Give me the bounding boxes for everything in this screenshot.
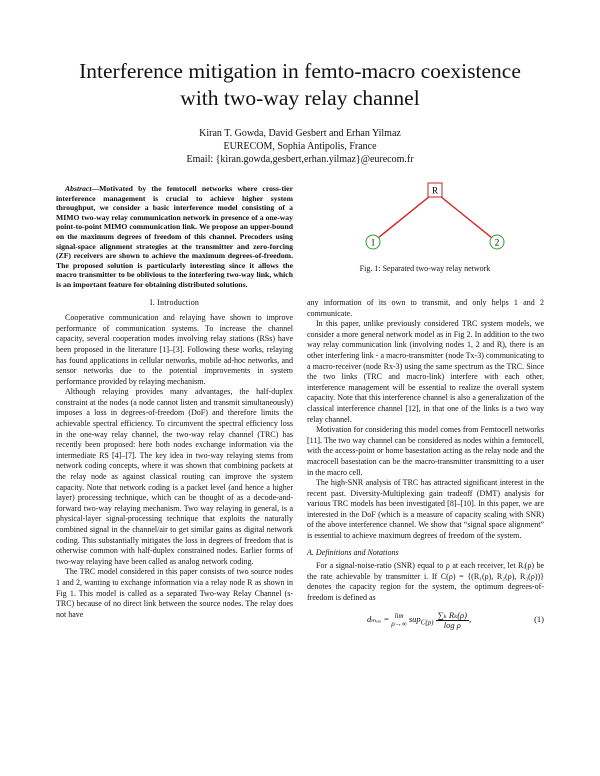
equation-body: dₘₐₓ = lim ρ→∞ $sup_{C(\rho)} \frac{\text{∑ₖ Rₖ(ρ)}}{\text{log ρ}}$, bbox=[367, 609, 472, 630]
figure-caption: Fig. 1: Separated two-way relay network bbox=[359, 264, 491, 273]
paragraph: In this paper, unlike previously considered TRC system models, we consider a more general network model as in Fig 2. In addition to the two way relay communication link (involving nodes 1, 2 and R), there is an other interfering link - a macro-transmitter (node Tx-3) communicating to a macro-receiver (node Rx-3) using the same spectrum as the TRC. Since the two links (TRC and macro-link) interfere with each other, interference management will be essential to realize the overall system capacity. Note that this interference channel is also a generalization of the classical interference channel [12], in that one of the links is a two way relay channel. bbox=[307, 319, 544, 424]
limit-operator: lim ρ→∞ bbox=[391, 611, 407, 628]
relay-node-label: R bbox=[431, 185, 439, 196]
relay-network-figure bbox=[330, 180, 540, 252]
paragraph: Although relaying provides many advantages, the half-duplex constraint at the nodes (a node cannot listen and transmit simultaneously) imposes a loss in degrees-of-freedom (DoF) and therefore limits the achievable spectral efficiency. To circumvent the spectral efficiency loss in the one-way relay channel, the two-way relay channel (TRC) has recently been proposed: here both nodes exchange information via the intermediate RS [4]–[7]. The key idea in two-way relaying stems from network coding concepts, where it was shown that combining packets at the relay node as against classical routing can improve the system capacity. Note that network coding is a packet level (and hence a higher layer) processing technique, which can be thought of as a decode-and-forward two-way relaying mechanism. Two way relaying in general, is a physical-layer signal-processing technique that exploits the naturally combined signal in the channel/air to get similar gains as digital network coding. This substantially mitigates the loss in degrees of freedom that is otherwise common with half-duplex constrained nodes. Earlier forms of two-way relaying have been called as analog network coding. bbox=[56, 387, 293, 566]
equation-number: (1) bbox=[534, 614, 544, 625]
title-line-1: Interference mitigation in femto-macro coexistence bbox=[79, 59, 521, 83]
equation-1 bbox=[307, 610, 544, 630]
paragraph: Cooperative communication and relaying have shown to improve performance of communication systems. To increase the channel capacity, several cooperation modes involving relay stations (RSs) have been proposed in the literature [1]–[3]. Following these works, relaying has found applications in cellular networks, mobile ad-hoc networks, and sensor networks due to the potential improvements in system performance provided by relaying mechanism. bbox=[56, 313, 293, 386]
sup-subscript: C(ρ) bbox=[420, 618, 434, 627]
equation-lhs: dₘₐₓ = bbox=[367, 613, 390, 624]
left-column bbox=[56, 184, 293, 620]
fraction bbox=[436, 610, 469, 630]
section-heading-introduction: I. Introduction bbox=[149, 297, 200, 307]
author-names: Kiran T. Gowda, David Gesbert and Erhan Yilmaz bbox=[199, 128, 401, 139]
paragraph: The TRC model considered in this paper consists of two source nodes 1 and 2, wanting to exchange information via a relay node R as shown in Fig 1. This model is called as a separated Two-way Relay Channel (s-TRC) because of no direct link between the source nodes. The relay does not have bbox=[56, 567, 293, 619]
title-line-2: with two-way relay channel bbox=[180, 86, 420, 110]
author-block bbox=[80, 127, 520, 166]
abstract-text: —Motivated by the femtocell networks where cross-tier interference management is crucial to achieve higher system throughput, we consider a basic interference model consisting of a MIMO two-way relay communication network in presence of a one-way point-to-point MIMO communication link. We propose an upper-bound on the maximum degrees of freedom of this channel. Precoders using signal-space alignment strategies at the transmitter and zero-forcing (ZF) receivers are shown to achieve the maximum degrees-of-freedom. The proposed solution is particularly interesting since it allows the macro transmitter to be oblivious to the interfering two-way link, which is an important feature for obtaining distributed solutions. bbox=[56, 184, 293, 289]
paragraph: For a signal-noise-ratio (SNR) equal to ρ at each receiver, let Rᵢ(ρ) be the rate achievable by transmitter i. If C(ρ) = {(R₁(ρ), R₂(ρ), R₃(ρ))} denotes the capacity region for the system, the optimum degrees-of-freedom is defined as bbox=[307, 561, 544, 603]
right-column bbox=[307, 298, 544, 630]
paragraph: any information of its own to transmit, and only helps 1 and 2 communicate. bbox=[307, 298, 544, 318]
email: Email: {kiran.gowda,gesbert,erhan.yilmaz}@eurecom.fr bbox=[186, 154, 414, 165]
affiliation: EURECOM, Sophia Antipolis, France bbox=[223, 141, 377, 152]
relay-edge-left bbox=[373, 192, 435, 242]
source-node-2-label: 2 bbox=[494, 237, 500, 248]
relay-edge-right bbox=[435, 192, 497, 242]
paragraph: The high-SNR analysis of TRC has attracted significant interest in the recent past. Diversity-Multiplexing gain tradeoff (DMT) analysis for various TRC models has been investigated [8]–[10]. In this paper, we are interested in the DoF (which is a measure of capacity scaling with SNR) of the above interference channel. We show that “signal space alignment” is essential to achieve maximum degrees of freedom of the system. bbox=[307, 478, 544, 541]
sup-operator: sup bbox=[408, 613, 421, 624]
abstract bbox=[56, 184, 293, 290]
paper-title bbox=[40, 58, 560, 112]
abstract-label: Abstract bbox=[65, 184, 92, 193]
denominator: log ρ bbox=[443, 619, 461, 630]
numerator: ∑ₖ Rₖ(ρ) bbox=[437, 609, 467, 620]
subsection-heading: A. Definitions and Notations bbox=[307, 547, 399, 557]
paragraph: Motivation for considering this model comes from Femtocell networks [11]. The two way channel can be considered as nodes within a femtocell, with the access-point or home basestation acting as the relay node and the macrocell basestation can be the macro-transmitter transmitting to a user in the macro cell. bbox=[307, 425, 544, 477]
source-node-1-label: 1 bbox=[370, 237, 376, 248]
